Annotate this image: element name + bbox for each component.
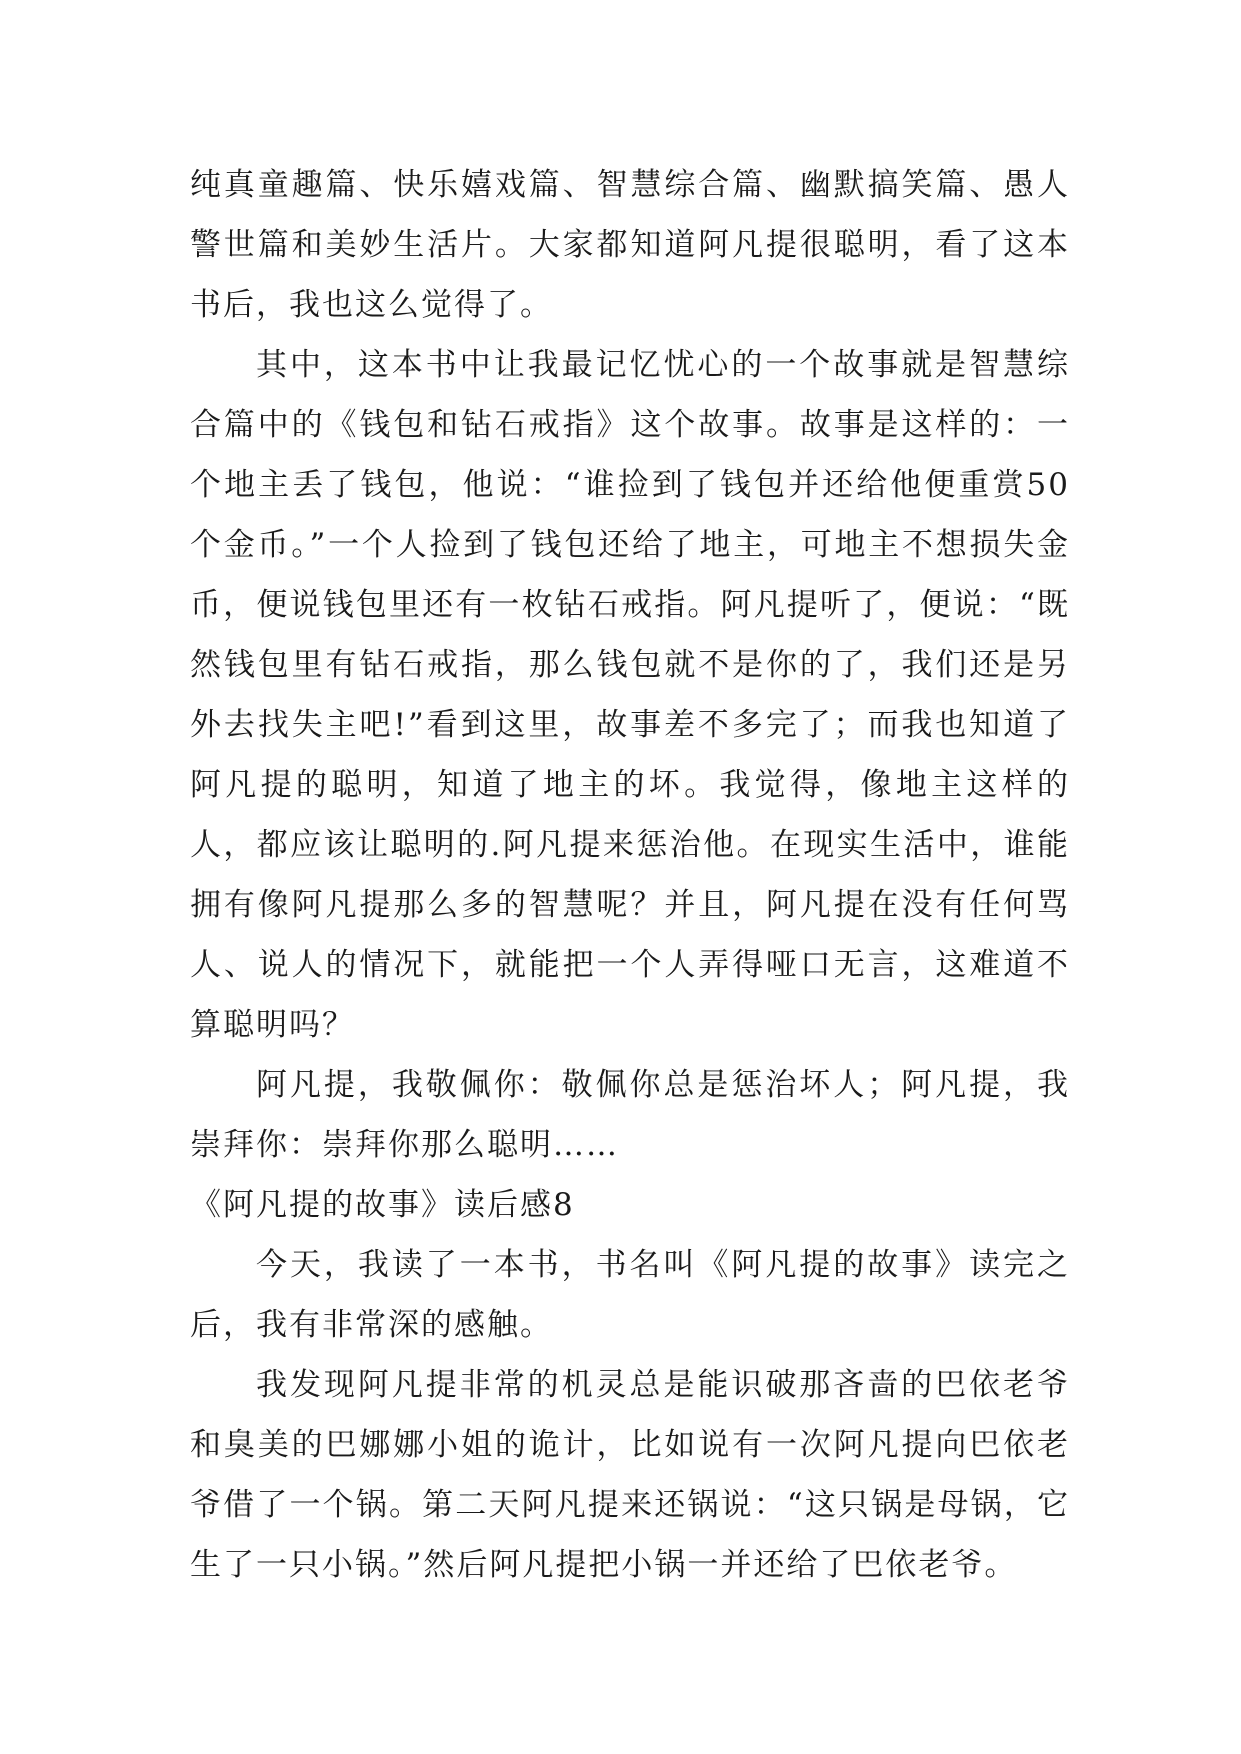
paragraph-admiration: 阿凡提，我敬佩你：敬佩你总是惩治坏人；阿凡提，我崇拜你：崇拜你那么聪明…… — [190, 1067, 1070, 1163]
paragraph-discovery: 我发现阿凡提非常的机灵总是能识破那吝啬的巴依老爷和臭美的巴娜娜小姐的诡计，比如说有一次阿凡提向巴依老爷借了一个锅。第二天阿凡提来还锅说：“这只锅是母锅，它生了一只小锅。”然后阿凡提把小锅一并还给了巴依老爷。 — [190, 1367, 1070, 1583]
paragraph-continued: 纯真童趣篇、快乐嬉戏篇、智慧综合篇、幽默搞笑篇、愚人警世篇和美妙生活片。大家都知道阿凡提很聪明，看了这本书后，我也这么觉得了。 — [190, 167, 1070, 323]
document-body — [190, 155, 1070, 1595]
section-heading: 《阿凡提的故事》读后感8 — [190, 1187, 575, 1223]
paragraph-intro: 今天，我读了一本书，书名叫《阿凡提的故事》读完之后，我有非常深的感触。 — [190, 1247, 1070, 1343]
paragraph-story: 其中，这本书中让我最记忆忧心的一个故事就是智慧综合篇中的《钱包和钻石戒指》这个故事。故事是这样的：一个地主丢了钱包，他说：“谁捡到了钱包并还给他便重赏50个金币。”一个人捡到了钱包还给了地主，可地主不想损失金币，便说钱包里还有一枚钻石戒指。阿凡提听了，便说：“既然钱包里有钻石戒指，那么钱包就不是你的了，我们还是另外去找失主吧!”看到这里，故事差不多完了；而我也知道了阿凡提的聪明，知道了地主的坏。我觉得，像地主这样的人，都应该让聪明的.阿凡提来惩治他。在现实生活中，谁能拥有像阿凡提那么多的智慧呢？并且，阿凡提在没有任何骂人、说人的情况下，就能把一个人弄得哑口无言，这难道不算聪明吗？ — [190, 347, 1070, 1043]
